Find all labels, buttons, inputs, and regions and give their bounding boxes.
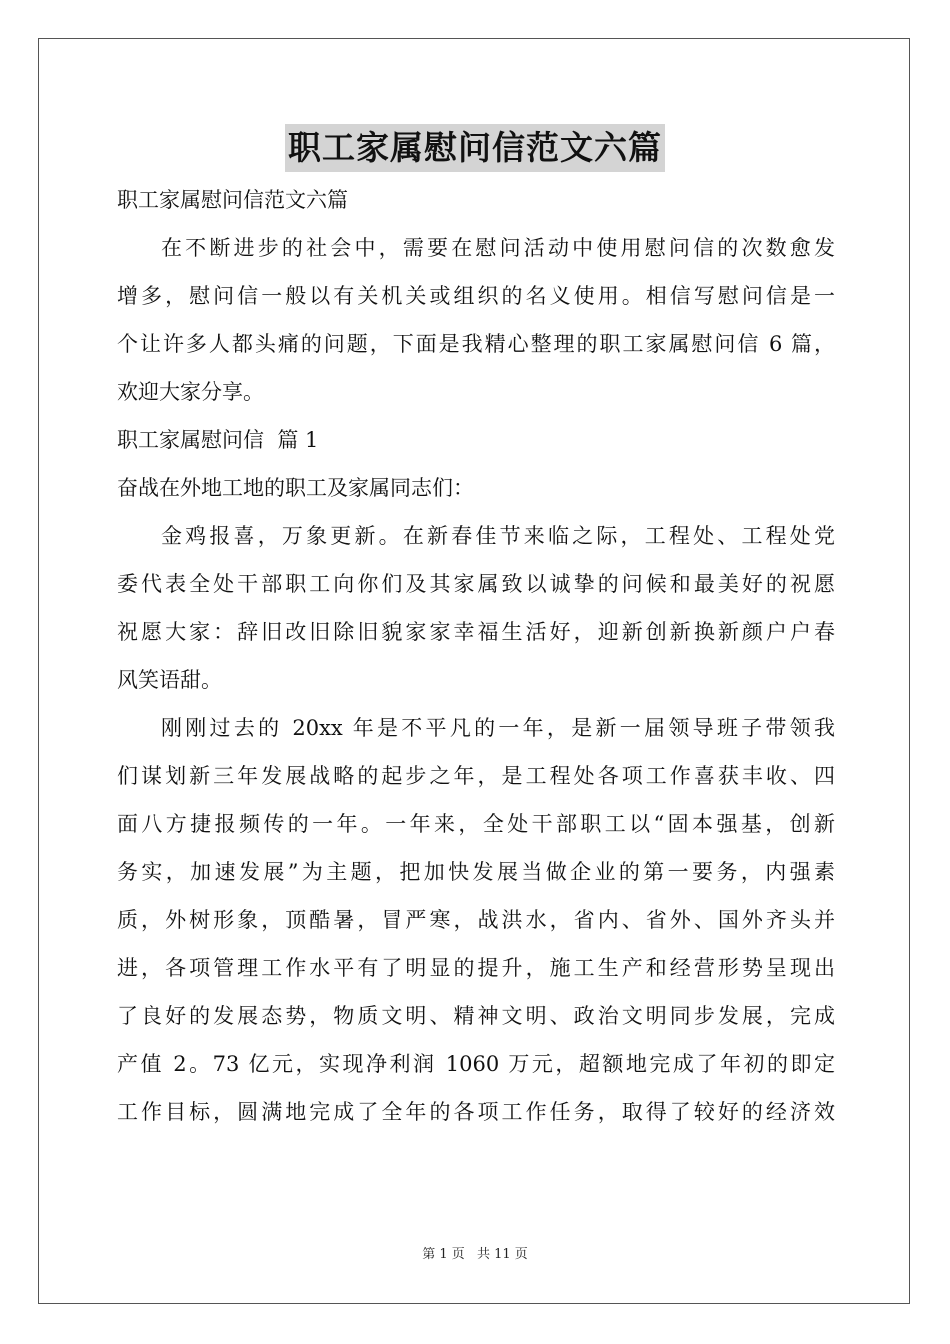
salutation: 奋战在外地工地的职工及家属同志们： <box>117 476 474 500</box>
paragraph-line: 质，外树形象，顶酷暑，冒严寒，战洪水，省内、省外、国外齐头并 <box>117 908 835 932</box>
paragraph-line: 个让许多人都头痛的问题，下面是我精心整理的职工家属慰问信 6 篇， <box>117 332 835 356</box>
page-number: 第 1 页 <box>422 1247 465 1262</box>
paragraph-line: 风笑语甜。 <box>117 668 222 692</box>
page-footer <box>0 1245 950 1265</box>
paragraph-1 <box>117 512 835 704</box>
document-title: 职工家属慰问信范文六篇 <box>285 124 665 172</box>
paragraph-line: 在不断进步的社会中，需要在慰问活动中使用慰问信的次数愈发 <box>161 236 835 260</box>
paragraph-line: 产值 2。73 亿元，实现净利润 1060 万元，超额地完成了年初的即定 <box>117 1052 835 1076</box>
page-total: 共 11 页 <box>476 1247 528 1262</box>
paragraph-line: 务实，加速发展”为主题，把加快发展当做企业的第一要务，内强素 <box>117 860 835 884</box>
paragraph-line: 委代表全处干部职工向你们及其家属致以诚挚的问候和最美好的祝愿 <box>117 572 835 596</box>
paragraph-line: 祝愿大家：辞旧改旧除旧貌家家幸福生活好，迎新创新换新颜户户春 <box>117 620 835 644</box>
intro-paragraph <box>117 224 835 416</box>
paragraph-line: 刚刚过去的 20xx 年是不平凡的一年，是新一届领导班子带领我 <box>161 716 835 740</box>
paragraph-line: 金鸡报喜，万象更新。在新春佳节来临之际，工程处、工程处党 <box>161 524 835 548</box>
paragraph-line: 面八方捷报频传的一年。一年来，全处干部职工以“固本强基，创新 <box>117 812 835 836</box>
paragraph-line: 工作目标，圆满地完成了全年的各项工作任务，取得了较好的经济效 <box>117 1100 835 1124</box>
paragraph-line: 了良好的发展态势，物质文明、精神文明、政治文明同步发展，完成 <box>117 1004 835 1028</box>
document-body <box>117 176 835 1136</box>
paragraph-2 <box>117 704 835 1136</box>
title-container <box>0 124 950 172</box>
paragraph-line: 们谋划新三年发展战略的起步之年，是工程处各项工作喜获丰收、四 <box>117 764 835 788</box>
paragraph-line: 欢迎大家分享。 <box>117 380 264 404</box>
paragraph-line: 增多，慰问信一般以有关机关或组织的名义使用。相信写慰问信是一 <box>117 284 835 308</box>
section-heading: 职工家属慰问信 篇 1 <box>117 428 319 452</box>
document-subtitle: 职工家属慰问信范文六篇 <box>117 188 348 212</box>
paragraph-line: 进，各项管理工作水平有了明显的提升，施工生产和经营形势呈现出 <box>117 956 835 980</box>
